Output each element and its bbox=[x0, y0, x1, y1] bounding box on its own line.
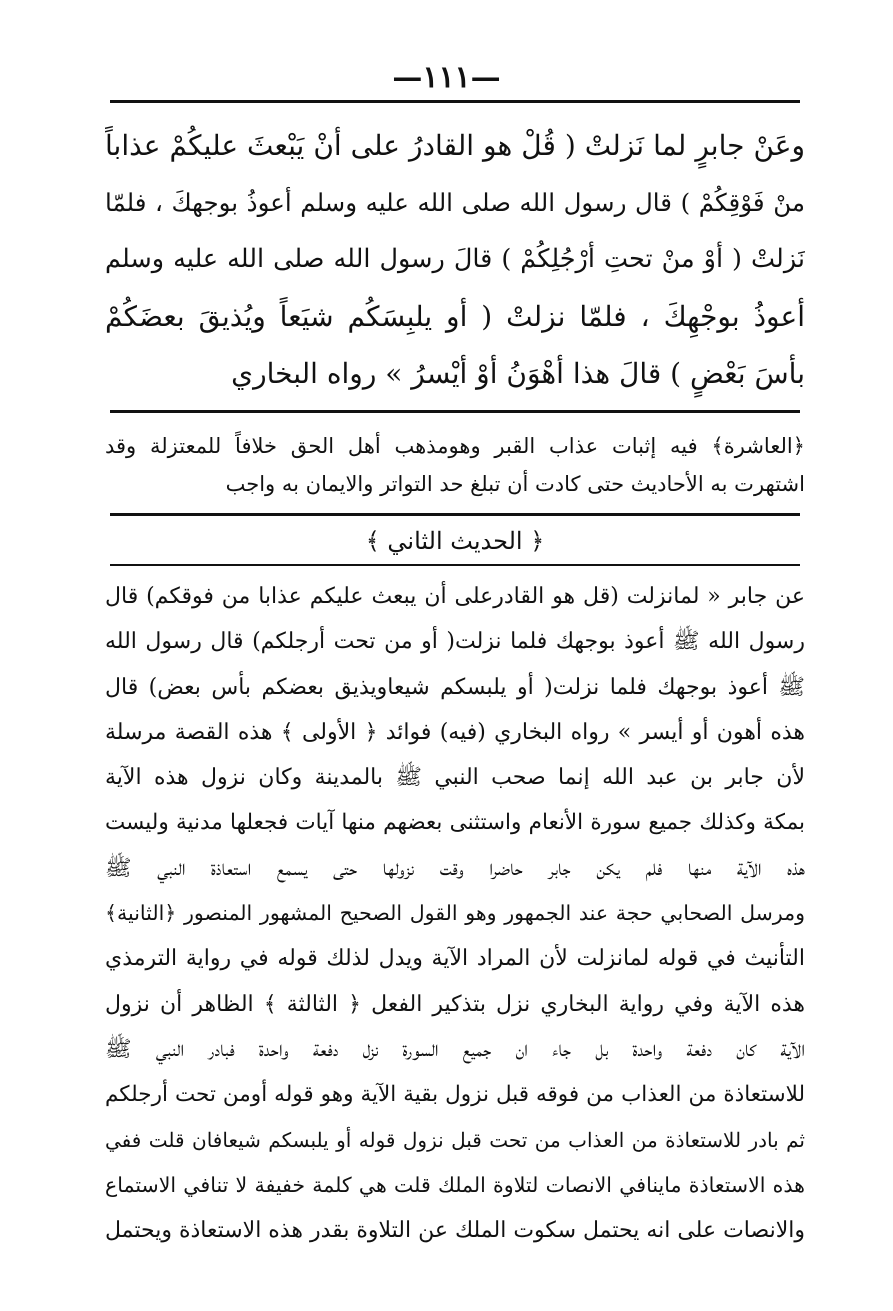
commentary-line: الآية كان دفعة واحدة بل جاء ان جميع السورة نزل دفعة واحدة فبادر النبي ﷺ bbox=[105, 1036, 805, 1062]
hadith-bottom-rule bbox=[110, 410, 800, 413]
commentary-line: هذه الآية منها فلم يكن جابر حاضرا وقت نزولها حتى يسمع استعاذة النبي ﷺ bbox=[105, 855, 805, 881]
page-number: —١١١— bbox=[392, 60, 501, 95]
hadith-line: بأسَ بَعْضٍ ) قالَ هذا أهْوَنُ أوْ أيْسرُ » رواه البخاري bbox=[231, 357, 805, 390]
commentary-line: ﷺ أعوذ بوجهك فلما نزلت( أو يلبسكم شيعاويذيق بعضكم بأس بعض) قال bbox=[105, 674, 805, 700]
hadith-text bbox=[105, 117, 805, 402]
hadith-line: وعَنْ جابرٍ لما نَزلتْ ( قُلْ هو القادرُ على أنْ يَبْعثَ عليكُمْ عذاباً bbox=[105, 129, 805, 162]
note-line: اشتهرت به الأحاديث حتى كادت أن تبلغ حد التواتر والايمان به واجب bbox=[225, 472, 805, 496]
commentary-line: للاستعاذة من العذاب من فوقه قبل نزول بقية الآية وهو قوله أومن تحت أرجلكم bbox=[105, 1082, 805, 1108]
note-line: ﴿العاشرة﴾ فيه إثبات عذاب القبر وهومذهب أهل الحق خلافاً للمعتزلة وقد bbox=[105, 434, 805, 458]
commentary-line: لأن جابر بن عبد الله إنما صحب النبي ﷺ بالمدينة وكان نزول هذه الآية bbox=[105, 765, 805, 791]
hadith-line: نَزلتْ ( أوْ منْ تحتِ أرْجُلِكُمْ ) قالَ رسول الله صلى الله عليه وسلم bbox=[105, 244, 805, 274]
note-text bbox=[105, 427, 805, 503]
commentary-line: ثم بادر للاستعاذة من العذاب من تحت قبل نزول قوله أو يلبسكم شيعافان قلت ففي bbox=[105, 1127, 805, 1152]
top-rule bbox=[110, 100, 800, 103]
hadith-line: أعوذُ بوجْهِكَ ، فلمّا نزلتْ ( أو يلبِسَكُم شيَعاً ويُذيقَ بعضَكُمْ bbox=[105, 300, 805, 333]
section-title: ﴿ الحديث الثاني ﴾ bbox=[365, 527, 545, 555]
commentary-line: هذه الاستعاذة ماينافي الانصات لتلاوة الملك قلت هي كلمة خفيفة لا تنافي الاستماع bbox=[105, 1172, 805, 1197]
commentary-line: ومرسل الصحابي حجة عند الجمهور وهو القول الصحيح المشهور المنصور ﴿الثانية﴾ bbox=[105, 901, 805, 926]
commentary-line: بمكة وكذلك جميع سورة الأنعام واستثنى بعضهم منها آيات فجعلها مدنية وليست bbox=[105, 810, 805, 836]
commentary-line: عن جابر « لمانزلت (قل هو القادرعلى أن يبعث عليكم عذابا من فوقكم) قال bbox=[105, 584, 805, 609]
commentary-text bbox=[105, 574, 805, 1253]
commentary-line: رسول الله ﷺ أعوذ بوجهك فلما نزلت( أو من تحت أرجلكم) قال رسول الله bbox=[105, 629, 805, 655]
commentary-line: هذه أهون أو أيسر » رواه البخاري (فيه) فوائد ﴿ الأولى ﴾ هذه القصة مرسلة bbox=[105, 719, 805, 745]
commentary-line: هذه الآية وفي رواية البخاري نزل بتذكير الفعل ﴿ الثالثة ﴾ الظاهر أن نزول bbox=[105, 991, 805, 1017]
title-bottom-rule bbox=[110, 564, 800, 566]
commentary-line: التأنيث في قوله لمانزلت لأن المراد الآية ويدل لذلك قوله في رواية الترمذي bbox=[105, 946, 805, 972]
note-bottom-rule bbox=[110, 513, 800, 516]
hadith-line: منْ فَوْقِكُمْ ) قال رسول الله صلى الله عليه وسلم أعوذُ بوجهكَ ، فلمّا bbox=[105, 188, 805, 217]
commentary-line: والانصات على انه يحتمل سكوت الملك عن التلاوة بقدر هذه الاستعاذة ويحتمل bbox=[105, 1218, 805, 1244]
